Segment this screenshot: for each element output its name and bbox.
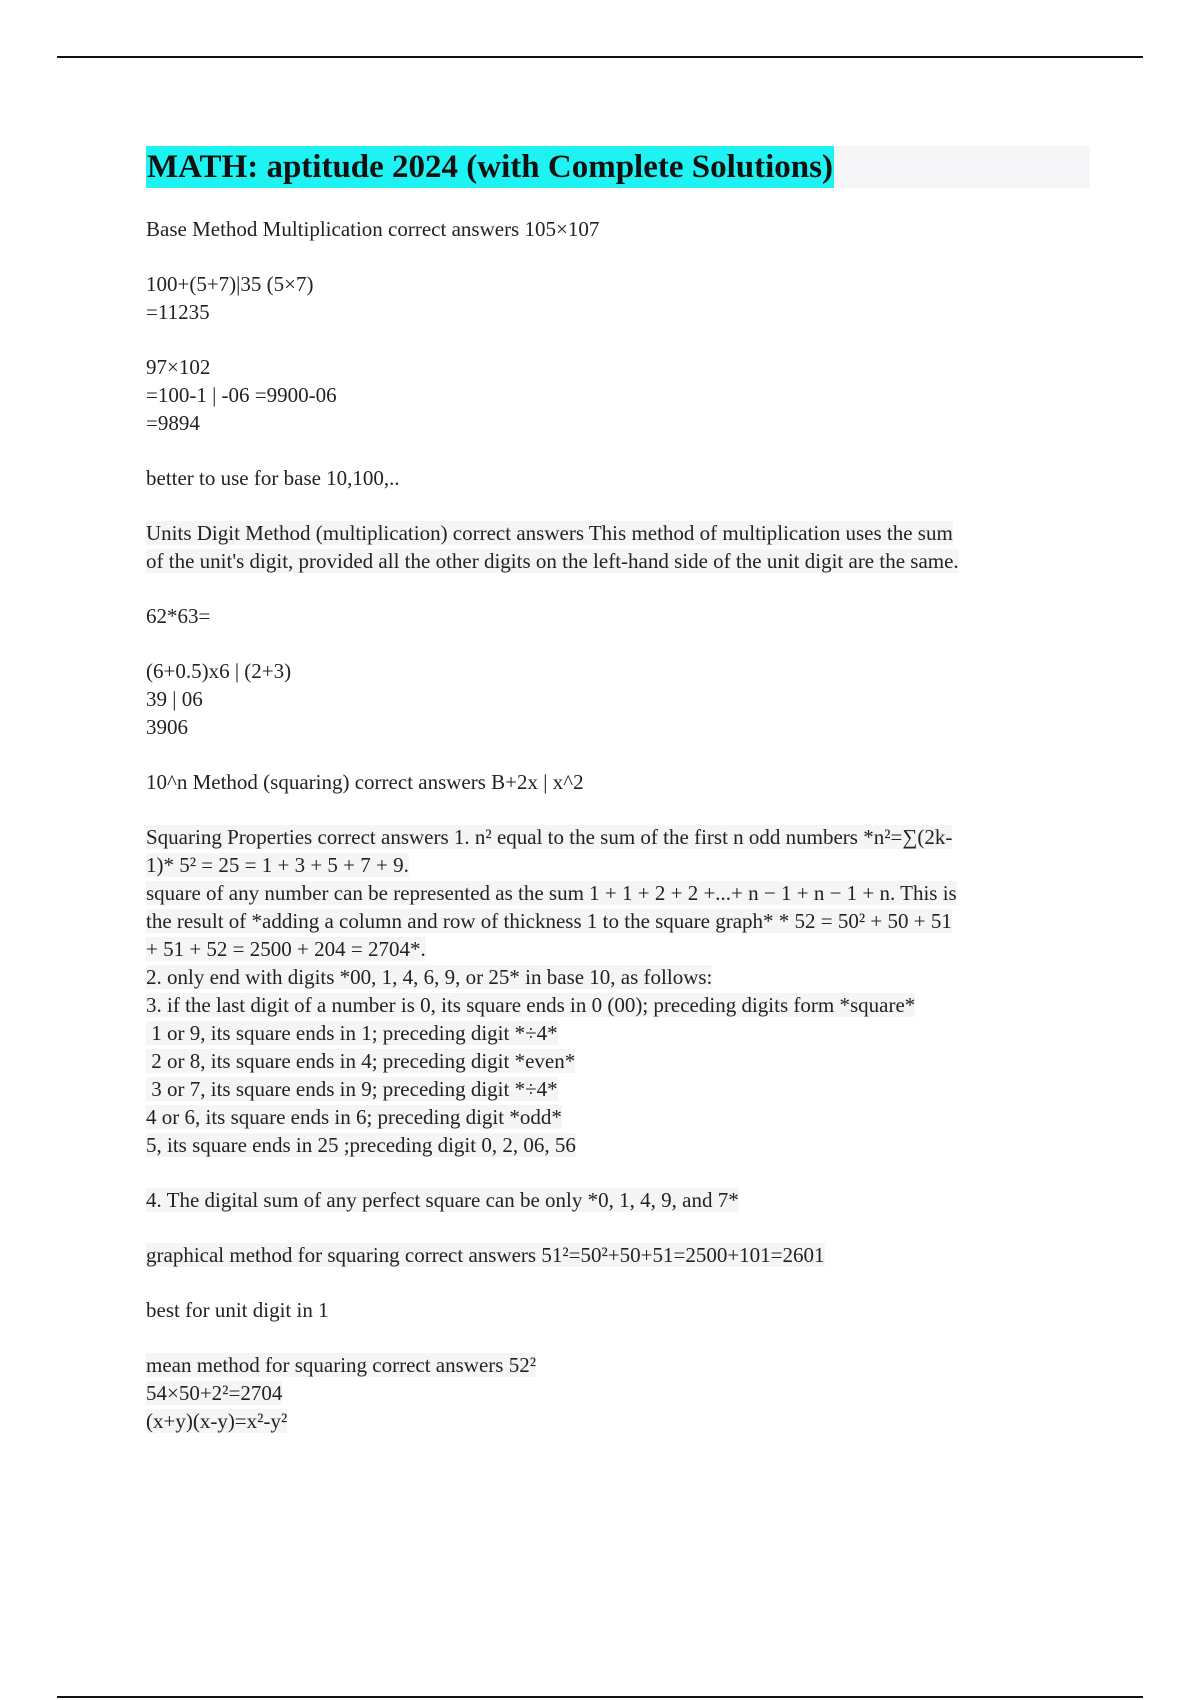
block-spacer	[146, 630, 1090, 657]
text-line: Units Digit Method (multiplication) correct answers This method of multiplication uses the sum	[146, 521, 953, 545]
text-line: =100-1 | -06 =9900-06	[146, 383, 337, 407]
text-line: square of any number can be represented as the sum 1 + 1 + 2 + 2 +...+ n − 1 + n − 1 + n. This is	[146, 881, 957, 905]
document-blocks	[146, 188, 1090, 1435]
text-block	[146, 602, 1090, 630]
text-line: 5, its square ends in 25 ;preceding digit 0, 2, 06, 56	[146, 1133, 576, 1157]
text-line: 54×50+2²=2704	[146, 1381, 283, 1405]
text-line: 2 or 8, its square ends in 4; preceding digit *even*	[146, 1049, 576, 1073]
block-spacer	[146, 741, 1090, 768]
block-spacer	[146, 1324, 1090, 1351]
text-line: 2. only end with digits *00, 1, 4, 6, 9, or 25* in base 10, as follows:	[146, 965, 713, 989]
text-block	[146, 519, 1090, 575]
block-spacer	[146, 1214, 1090, 1241]
text-block	[146, 215, 1090, 243]
text-line: 4. The digital sum of any perfect square can be only *0, 1, 4, 9, and 7*	[146, 1188, 739, 1212]
text-line: 4 or 6, its square ends in 6; preceding digit *odd*	[146, 1105, 562, 1129]
text-block	[146, 270, 1090, 326]
text-line: (x+y)(x-y)=x²-y²	[146, 1409, 288, 1433]
text-line: 3. if the last digit of a number is 0, its square ends in 0 (00); preceding digits form *square*	[146, 993, 916, 1017]
text-line: 1)* 5² = 25 = 1 + 3 + 5 + 7 + 9.	[146, 853, 409, 877]
text-line: (6+0.5)x6 | (2+3)	[146, 659, 292, 683]
document-body	[146, 146, 1090, 1435]
block-spacer	[146, 188, 1090, 215]
text-line: =11235	[146, 300, 210, 324]
block-spacer	[146, 326, 1090, 353]
text-line: better to use for base 10,100,..	[146, 466, 400, 490]
document-title: MATH: aptitude 2024 (with Complete Solutions)	[146, 146, 834, 188]
text-line: 39 | 06	[146, 687, 203, 711]
text-line: Base Method Multiplication correct answers 105×107	[146, 217, 600, 241]
text-line: 100+(5+7)|35 (5×7)	[146, 272, 314, 296]
text-line: mean method for squaring correct answers 52²	[146, 1353, 536, 1377]
text-line: 62*63=	[146, 604, 211, 628]
text-block	[146, 1186, 1090, 1214]
text-line: graphical method for squaring correct answers 51²=50²+50+51=2500+101=2601	[146, 1243, 825, 1267]
text-block	[146, 768, 1090, 796]
block-spacer	[146, 1269, 1090, 1296]
text-line: Squaring Properties correct answers 1. n² equal to the sum of the first n odd numbers *n²=∑(2k-	[146, 825, 953, 849]
text-line: =9894	[146, 411, 200, 435]
text-block	[146, 1241, 1090, 1269]
text-line: 1 or 9, its square ends in 1; preceding digit *÷4*	[146, 1021, 558, 1045]
text-block	[146, 353, 1090, 437]
bottom-rule	[57, 1696, 1143, 1698]
block-spacer	[146, 796, 1090, 823]
text-line: 3 or 7, its square ends in 9; preceding digit *÷4*	[146, 1077, 558, 1101]
text-line: 97×102	[146, 355, 211, 379]
title-band	[146, 146, 1090, 188]
text-line: + 51 + 52 = 2500 + 204 = 2704*.	[146, 937, 426, 961]
text-block	[146, 1351, 1090, 1435]
text-line: the result of *adding a column and row of thickness 1 to the square graph* * 52 = 50² + 50 + 51	[146, 909, 952, 933]
text-line: of the unit's digit, provided all the other digits on the left-hand side of the unit digit are the same.	[146, 549, 959, 573]
block-spacer	[146, 437, 1090, 464]
block-spacer	[146, 243, 1090, 270]
text-block	[146, 464, 1090, 492]
text-line: 10^n Method (squaring) correct answers B+2x | x^2	[146, 770, 584, 794]
text-line: 3906	[146, 715, 188, 739]
block-spacer	[146, 1159, 1090, 1186]
block-spacer	[146, 492, 1090, 519]
top-rule	[57, 56, 1143, 58]
text-block	[146, 1296, 1090, 1324]
text-block	[146, 657, 1090, 741]
block-spacer	[146, 575, 1090, 602]
text-block	[146, 823, 1090, 1159]
text-line: best for unit digit in 1	[146, 1298, 329, 1322]
